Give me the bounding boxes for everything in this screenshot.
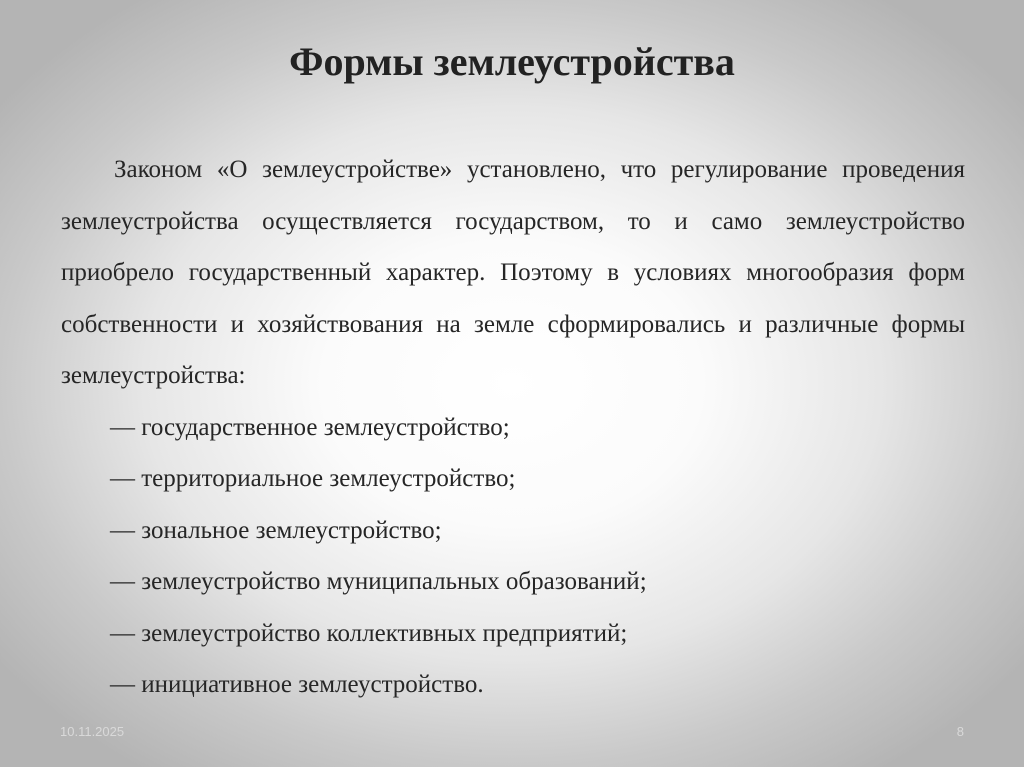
- list-item: — государственное землеустройство;: [110, 413, 510, 441]
- list-item: — зональное землеустройство;: [110, 516, 442, 544]
- footer-page-number: 8: [956, 724, 964, 739]
- list-item: — инициативное землеустройство.: [110, 671, 484, 698]
- slide-body: [61, 144, 965, 711]
- forms-list: [61, 402, 965, 711]
- list-item: — землеустройство коллективных предприятий;: [110, 619, 628, 647]
- list-item: — территориальное землеустройство;: [110, 465, 516, 492]
- slide-title: Формы землеустройства: [289, 39, 735, 84]
- intro-paragraph: Законом «О землеустройстве» установлено, что регулирование проведения землеустройства осуществляется государством, то и само землеустройство приобрело государственный характер. Поэтому в условиях многообразия форм собственности и хозяйствования на земле сформировались и различные формы землеустройства:: [61, 156, 965, 389]
- footer-date: 10.11.2025: [60, 724, 125, 739]
- list-item: — землеустройство муниципальных образований;: [110, 568, 647, 595]
